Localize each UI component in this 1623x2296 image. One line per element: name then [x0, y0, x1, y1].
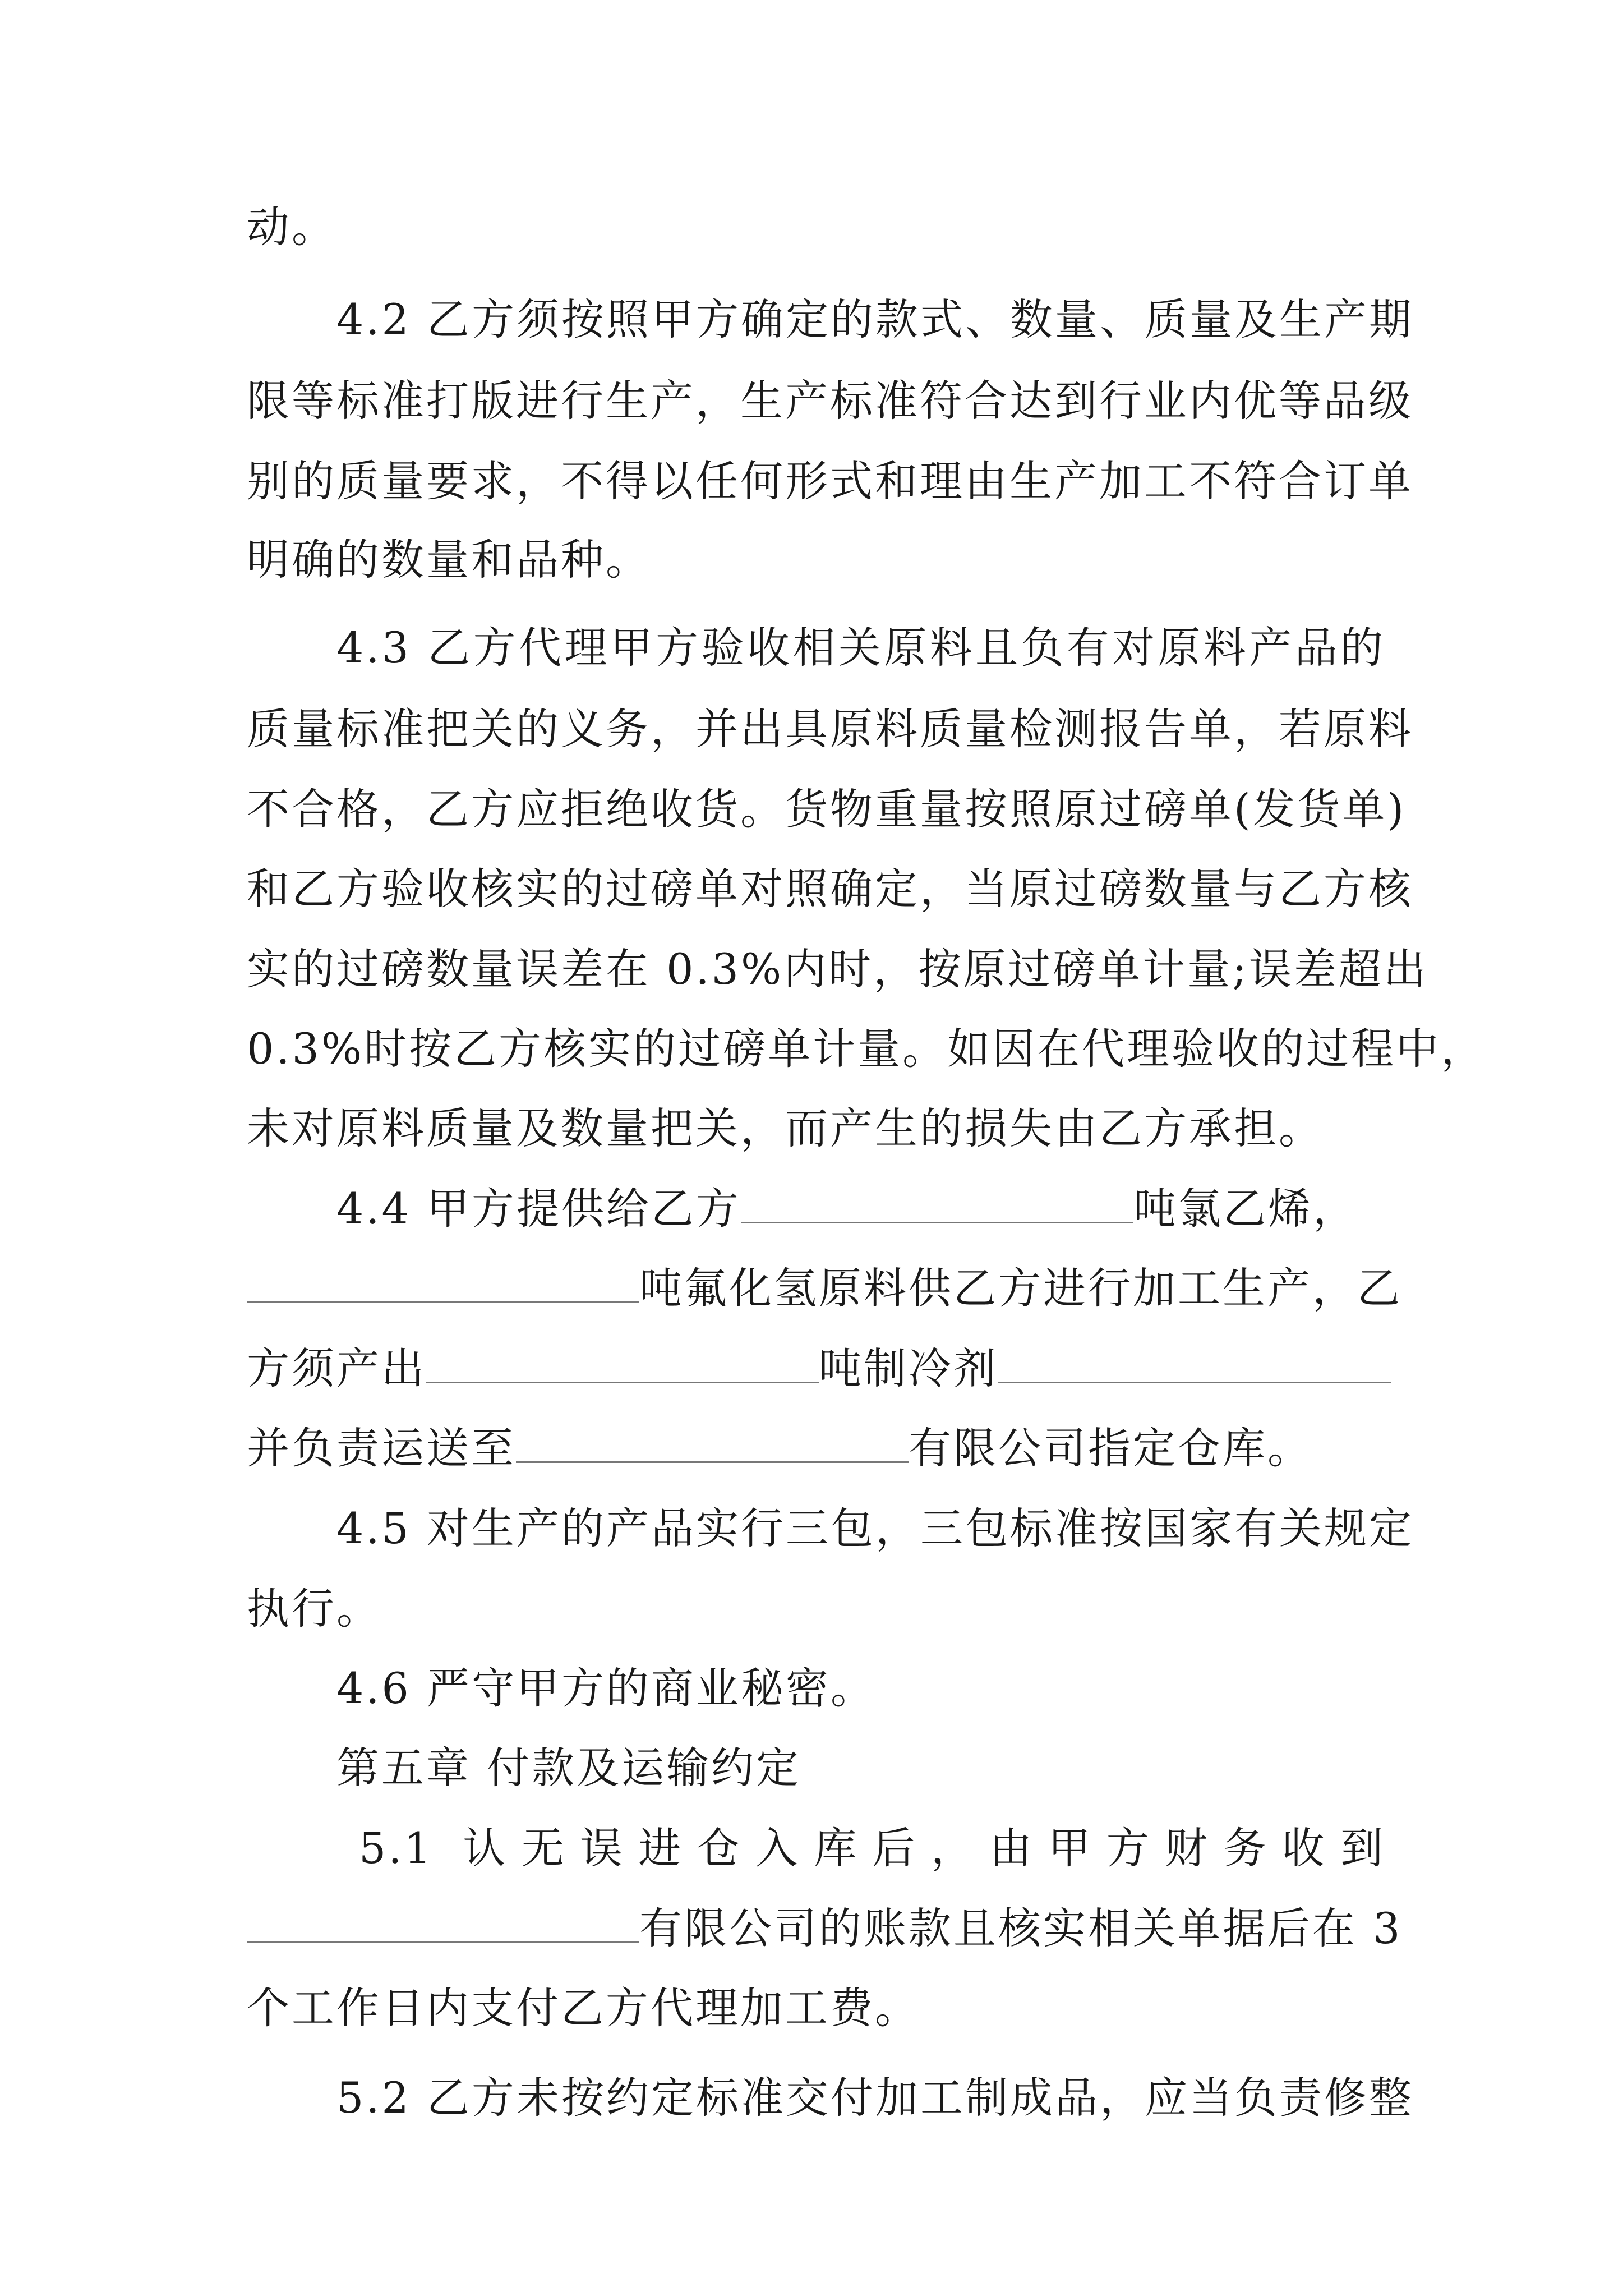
clause-4-3-line-1: 4.3 乙方代理甲方验收相关原料且负有对原料产品的: [336, 623, 1385, 673]
fill-blank-line: [998, 1348, 1391, 1383]
clause-4-2-line-3: 别的质量要求，不得以任何形式和理由生产加工不符合订单: [247, 456, 1413, 506]
clause-4-6: 4.6 严守甲方的商业秘密。: [336, 1663, 876, 1713]
clause-4-3-line-2: 质量标准把关的义务，并出具原料质量检测报告单，若原料: [247, 704, 1413, 754]
clause-5-1-line-3: 个工作日内支付乙方代理加工费。: [247, 1983, 920, 2033]
fill-blank-line: [247, 1268, 639, 1303]
clause-4-2-line-1: 4.2 乙方须按照甲方确定的款式、数量、质量及生产期: [336, 295, 1414, 344]
clause-4-5-line-2: 执行。: [247, 1584, 381, 1634]
clause-4-3-line-7: 未对原料质量及数量把关，而产生的损失由乙方承担。: [247, 1103, 1324, 1153]
clause-4-4-line-4: [247, 1415, 1385, 1482]
clause-4-2-line-4: 明确的数量和品种。: [247, 535, 651, 585]
clause-5-1-text: 有限公司的账款且核实相关单据后在 3: [639, 1903, 1403, 1953]
clause-4-4-line-3: [247, 1335, 1385, 1402]
clause-4-3-line-4: 和乙方验收核实的过磅单对照确定，当原过磅数量与乙方核: [247, 864, 1413, 914]
chapter-heading: 第五章 付款及运输约定: [336, 1743, 801, 1793]
fill-blank-line: [741, 1188, 1133, 1223]
clause-5-1-line-1: 5.1 认无误进仓入库后，由甲方财务收到: [359, 1823, 1385, 1873]
clause-4-4-text: 方须产出: [247, 1343, 426, 1393]
fill-blank-line: [426, 1348, 819, 1383]
clause-5-2-line-1: 5.2 乙方未按约定标准交付加工制成品，应当负责修整: [336, 2073, 1414, 2123]
fill-blank-line: [247, 1908, 639, 1943]
clause-4-4-text: 并负责运送至: [247, 1423, 516, 1473]
clause-4-4-text: 4.4 甲方提供给乙方: [336, 1184, 741, 1234]
clause-5-1-line-2: [247, 1895, 1403, 1962]
clause-4-3-line-3: 不合格，乙方应拒绝收货。货物重量按照原过磅单(发货单): [247, 784, 1407, 834]
fill-blank-line: [516, 1428, 909, 1463]
clause-4-4-text: 吨制冷剂: [819, 1343, 998, 1393]
clause-4-2-line-2: 限等标准打版进行生产，生产标准符合达到行业内优等品级: [247, 376, 1413, 426]
clause-4-3-line-6: 0.3%时按乙方核实的过磅单计量。如因在代理验收的过程中，: [247, 1024, 1486, 1074]
clause-4-5-line-1: 4.5 对生产的产品实行三包，三包标准按国家有关规定: [336, 1503, 1414, 1553]
clause-4-4-text: 吨氟化氢原料供乙方进行加工生产，乙: [639, 1263, 1402, 1313]
text-line: 动。: [247, 202, 336, 252]
clause-4-4-text: 有限公司指定仓库。: [909, 1423, 1312, 1473]
clause-4-4-line-2: [247, 1255, 1402, 1322]
clause-4-3-line-5: 实的过磅数量误差在 0.3%内时，按原过磅单计量;误差超出: [247, 944, 1428, 994]
clause-4-4-line-1: [336, 1175, 1385, 1243]
clause-4-4-text: 吨氯乙烯，: [1133, 1184, 1358, 1234]
